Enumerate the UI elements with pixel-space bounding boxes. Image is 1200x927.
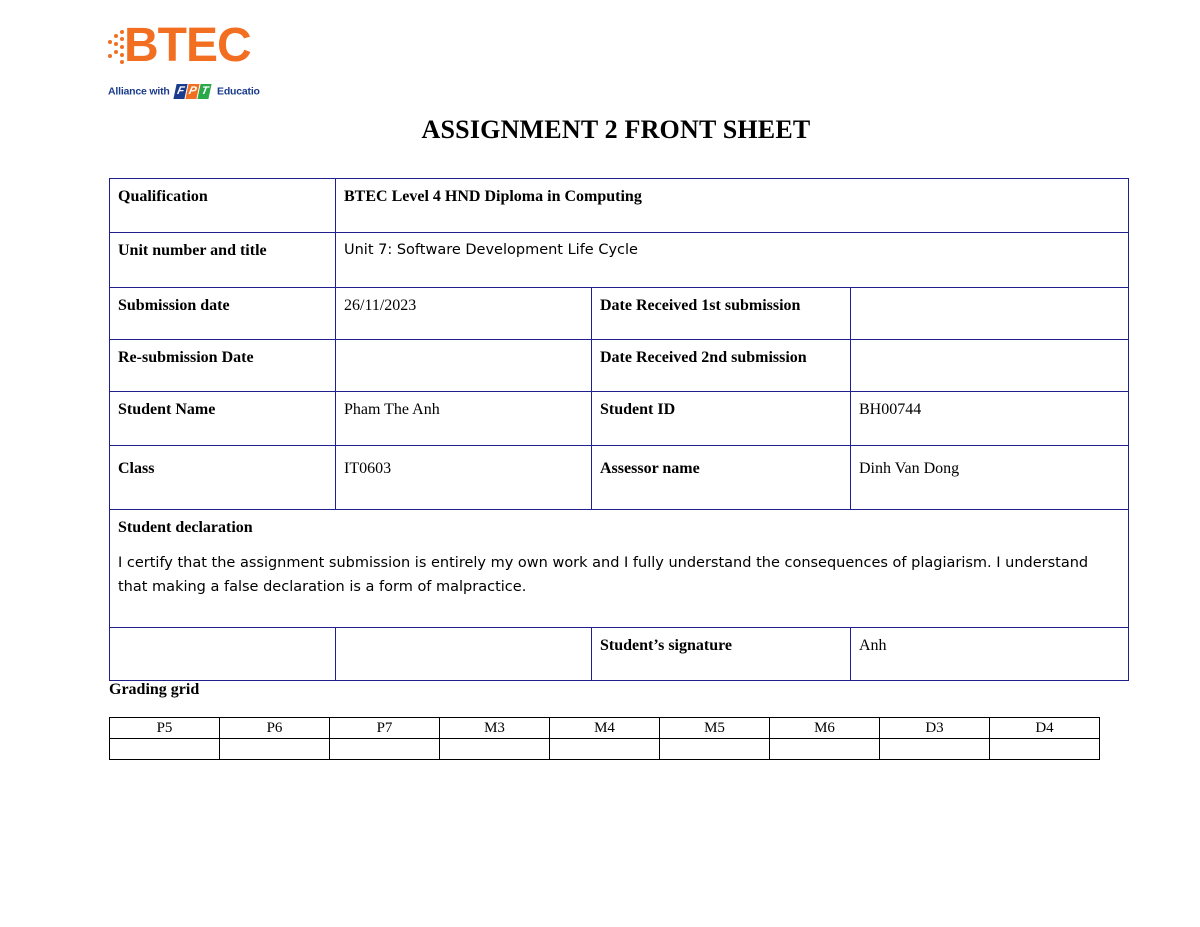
fpt-letter-t: T: [198, 84, 212, 99]
declaration-title: Student declaration: [118, 519, 253, 536]
alliance-text: Alliance with: [108, 85, 170, 98]
row-resubmission: [110, 340, 1129, 392]
declaration-text: I certify that the assignment submission is entirely my own work and I fully understand the consequences of plagiarism. I understand that making a false declaration is a form of malpractice.: [118, 555, 1089, 595]
date-received-1-label: Date Received 1st submission: [592, 288, 851, 340]
front-sheet-table: [109, 178, 1129, 681]
qualification-label: Qualification: [110, 179, 336, 233]
grading-header-row: [110, 718, 1100, 739]
unit-value: Unit 7: Software Development Life Cycle: [336, 233, 1129, 288]
assessor-value: Dinh Van Dong: [851, 446, 1129, 510]
grade-header-d4: D4: [990, 718, 1100, 739]
student-name-label: Student Name: [110, 392, 336, 446]
grade-header-m4: M4: [550, 718, 660, 739]
grade-header-p7: P7: [330, 718, 440, 739]
grading-grid-label: Grading grid: [109, 681, 200, 698]
student-id-label: Student ID: [592, 392, 851, 446]
grade-header-m3: M3: [440, 718, 550, 739]
grade-header-p6: P6: [220, 718, 330, 739]
submission-date-value: 26/11/2023: [336, 288, 592, 340]
row-qualification: [110, 179, 1129, 233]
grade-cell-d3: [880, 739, 990, 760]
fpt-letter-p: P: [186, 84, 200, 99]
fpt-letter-f: F: [174, 84, 188, 99]
logo-brand: BTEC: [124, 19, 251, 72]
signature-blank-2: [336, 628, 592, 681]
grading-grid-table: [109, 717, 1100, 760]
grade-cell-p6: [220, 739, 330, 760]
grade-cell-m5: [660, 739, 770, 760]
logo-alliance: [108, 84, 260, 99]
assessor-label: Assessor name: [592, 446, 851, 510]
class-label: Class: [110, 446, 336, 510]
date-received-2-label: Date Received 2nd submission: [592, 340, 851, 392]
row-class: [110, 446, 1129, 510]
student-id-value: BH00744: [851, 392, 1129, 446]
student-name-value: Pham The Anh: [336, 392, 592, 446]
signature-value: Anh: [851, 628, 1129, 681]
grade-cell-m4: [550, 739, 660, 760]
signature-blank-1: [110, 628, 336, 681]
grade-header-d3: D3: [880, 718, 990, 739]
qualification-value: BTEC Level 4 HND Diploma in Computing: [336, 179, 1129, 233]
row-declaration: [110, 510, 1129, 628]
unit-label: Unit number and title: [110, 233, 336, 288]
btec-logo: [106, 19, 260, 104]
resubmission-date-label: Re-submission Date: [110, 340, 336, 392]
grade-cell-m6: [770, 739, 880, 760]
grade-header-p5: P5: [110, 718, 220, 739]
date-received-2-value: [851, 340, 1129, 392]
row-unit: [110, 233, 1129, 288]
resubmission-date-value: [336, 340, 592, 392]
grade-header-m6: M6: [770, 718, 880, 739]
class-value: IT0603: [336, 446, 592, 510]
row-signature: [110, 628, 1129, 681]
grade-cell-p7: [330, 739, 440, 760]
date-received-1-value: [851, 288, 1129, 340]
grading-value-row: [110, 739, 1100, 760]
grade-cell-m3: [440, 739, 550, 760]
education-text: Educatio: [217, 85, 260, 98]
signature-label: Student’s signature: [592, 628, 851, 681]
row-submission: [110, 288, 1129, 340]
submission-date-label: Submission date: [110, 288, 336, 340]
fpt-logo: [175, 84, 211, 99]
declaration-cell: [110, 510, 1129, 628]
grade-cell-p5: [110, 739, 220, 760]
row-student: [110, 392, 1129, 446]
page-title: ASSIGNMENT 2 FRONT SHEET: [421, 115, 811, 144]
grade-cell-d4: [990, 739, 1100, 760]
grade-header-m5: M5: [660, 718, 770, 739]
